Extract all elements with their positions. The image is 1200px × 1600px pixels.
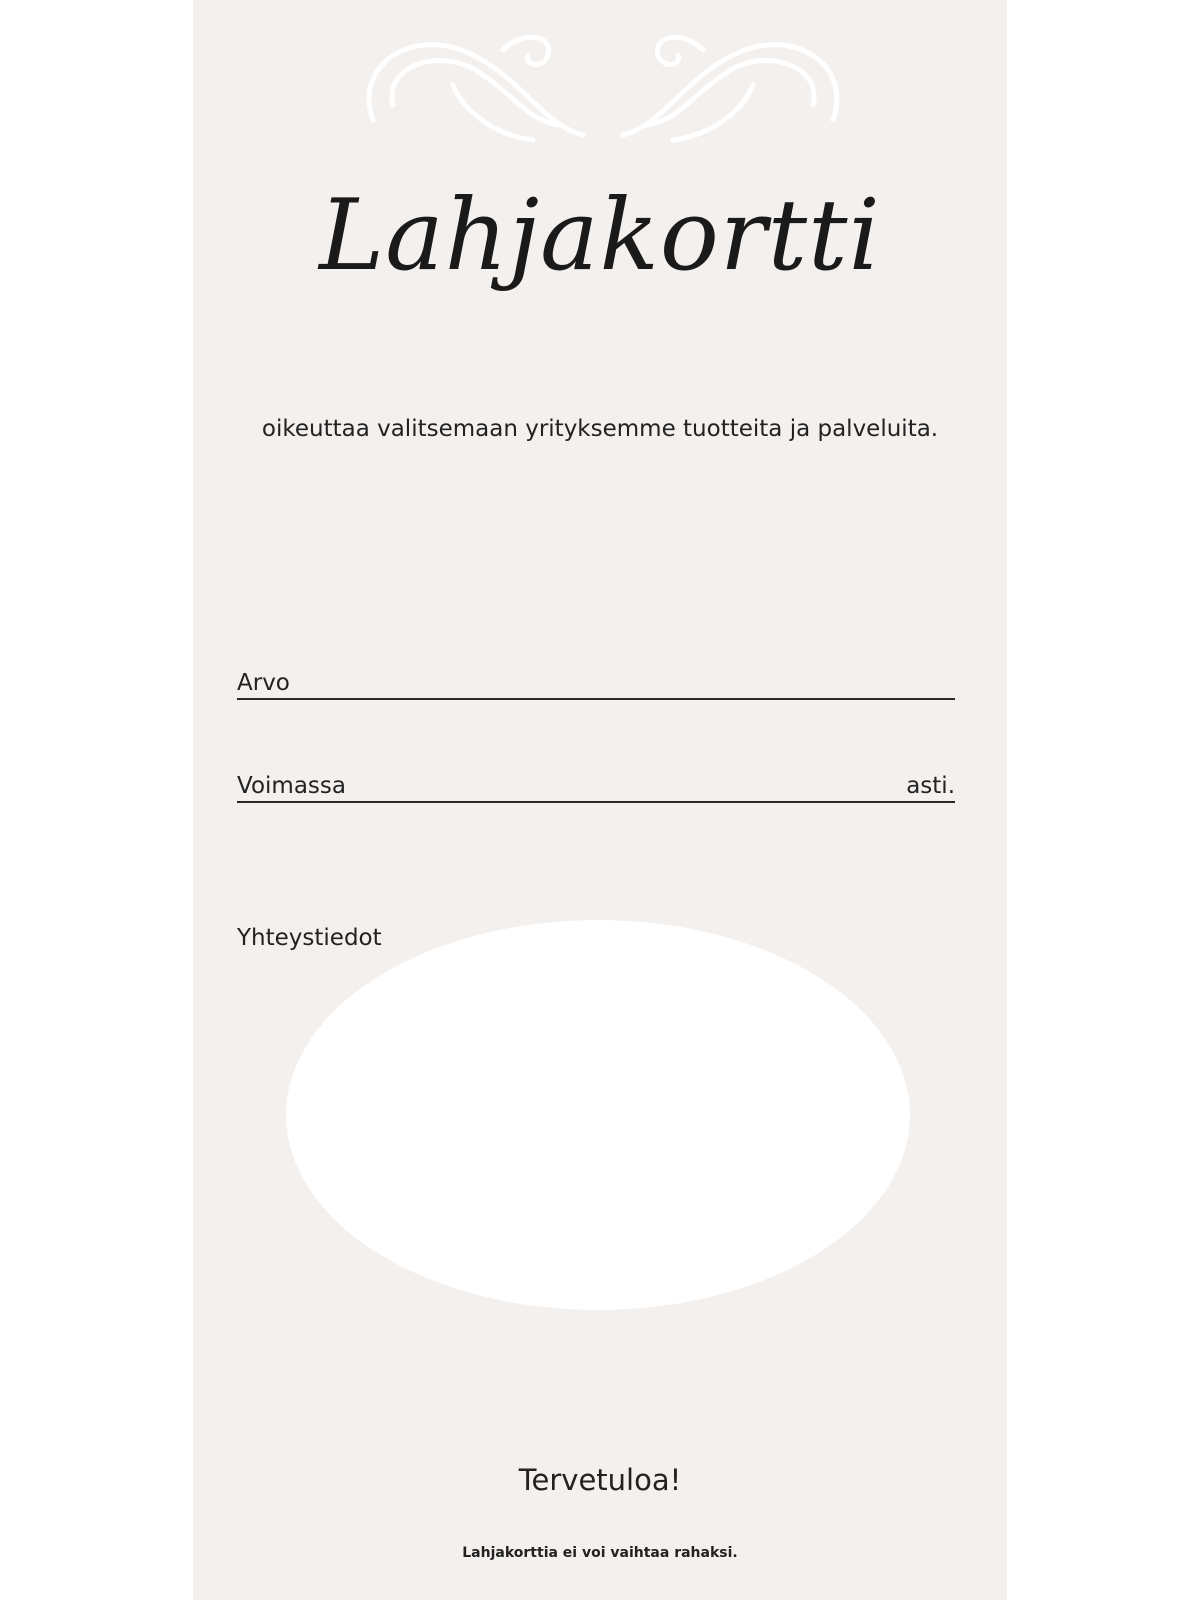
value-input[interactable] <box>357 664 895 698</box>
valid-until-suffix: asti. <box>906 773 955 799</box>
valid-until-input[interactable] <box>387 767 895 801</box>
disclaimer-note: Lahjakorttia ei voi vaihtaa rahaksi. <box>462 1545 738 1561</box>
card-title: Lahjakortti <box>319 179 881 293</box>
gift-card <box>193 0 1007 1600</box>
contact-label: Yhteystiedot <box>237 925 382 951</box>
valid-until-field[interactable] <box>237 763 955 803</box>
value-field[interactable] <box>237 660 955 700</box>
swirl-ornament-icon <box>353 25 853 155</box>
value-label: Arvo <box>237 670 290 696</box>
card-subtitle: oikeuttaa valitsemaan yrityksemme tuotteita ja palveluita. <box>261 416 939 442</box>
welcome-text: Tervetuloa! <box>518 1463 682 1497</box>
contact-info-area[interactable] <box>286 920 910 1310</box>
valid-until-label: Voimassa <box>237 773 346 799</box>
